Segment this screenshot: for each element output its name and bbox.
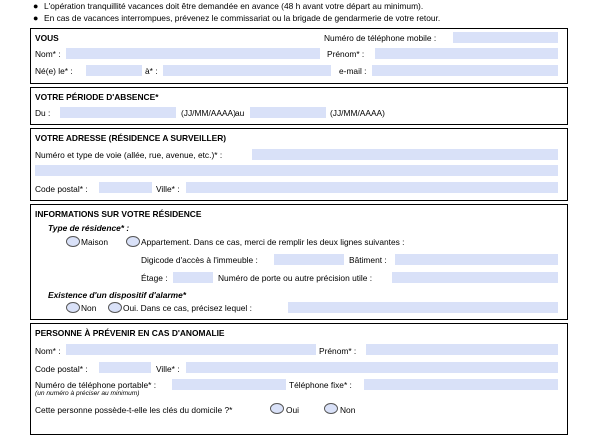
input-digicode[interactable] [274, 254, 344, 265]
radio-maison[interactable] [66, 236, 80, 247]
label-digicode: Digicode d'accès à l'immeuble : [141, 255, 258, 265]
label-alarme-oui: Oui. Dans ce cas, précisez lequel : [123, 303, 252, 313]
input-prenom[interactable] [375, 48, 558, 59]
label-prevenir-code-postal: Code postal* : [35, 364, 88, 374]
label-email: e-mail : [339, 66, 367, 76]
radio-alarme-oui[interactable] [108, 302, 122, 313]
label-cles-non: Non [340, 405, 356, 415]
label-alarme: Existence d'un dispositif d'alarme* [48, 290, 187, 300]
label-prevenir-cles: Cette personne possède-t-elle les clés du domicile ?* [35, 405, 233, 415]
radio-cles-oui[interactable] [270, 403, 284, 414]
label-du: Du : [35, 108, 51, 118]
input-date-naissance[interactable] [86, 65, 142, 76]
label-type-residence: Type de résidence* : [48, 223, 130, 233]
label-prevenir-nom: Nom* : [35, 346, 61, 356]
label-porte: Numéro de porte ou autre précision utile : [218, 273, 373, 283]
label-maison: Maison [81, 237, 108, 247]
label-appartement: Appartement. Dans ce cas, merci de remplir les deux lignes suivantes : [141, 237, 405, 247]
input-prevenir-nom[interactable] [66, 344, 316, 355]
intro-line-1: L'opération tranquillité vacances doit être demandée en avance (48 h avant votre départ au minimum). [44, 1, 424, 11]
section-title-vous: VOUS [35, 33, 59, 43]
section-title-absence: VOTRE PÉRIODE D'ABSENCE* [35, 92, 159, 102]
input-phone-mobile[interactable] [453, 32, 558, 43]
label-au: au [235, 108, 245, 118]
label-date-format-2: (JJ/MM/AAAA) [330, 108, 385, 118]
input-nom[interactable] [66, 48, 320, 59]
input-prevenir-prenom[interactable] [366, 344, 558, 355]
radio-alarme-non[interactable] [66, 302, 80, 313]
label-nom: Nom* : [35, 49, 61, 59]
input-email[interactable] [372, 65, 558, 76]
label-prevenir-fixe: Téléphone fixe* : [289, 380, 352, 390]
section-title-adresse: VOTRE ADRESSE (RÉSIDENCE A SURVEILLER) [35, 133, 227, 143]
label-batiment: Bâtiment : [349, 255, 387, 265]
label-prenom: Prénom* : [327, 49, 365, 59]
input-alarme-precision[interactable] [288, 302, 558, 313]
label-lieu-naissance: à* : [145, 66, 158, 76]
input-prevenir-portable[interactable] [172, 379, 286, 390]
input-prevenir-fixe[interactable] [364, 379, 558, 390]
section-title-residence: INFORMATIONS SUR VOTRE RÉSIDENCE [35, 209, 202, 219]
input-batiment[interactable] [395, 254, 558, 265]
label-code-postal: Code postal* : [35, 184, 88, 194]
note-prevenir-portable: (un numéro à préciser au minimum) [35, 390, 140, 397]
input-date-fin[interactable] [250, 107, 326, 118]
label-cles-oui: Oui [286, 405, 300, 415]
radio-cles-non[interactable] [324, 403, 338, 414]
input-voie[interactable] [252, 149, 558, 160]
label-prevenir-portable: Numéro de téléphone portable* : [35, 380, 157, 390]
label-phone-mobile: Numéro de téléphone mobile : [324, 33, 437, 43]
bullet-2: ● [33, 13, 39, 23]
input-date-debut[interactable] [60, 107, 176, 118]
input-etage[interactable] [173, 272, 213, 283]
label-voie: Numéro et type de voie (allée, rue, avenue, etc.)* : [35, 150, 223, 160]
intro-line-2: En cas de vacances interrompues, prévenez le commissariat ou la brigade de gendarmerie de votre retour. [44, 13, 441, 23]
input-prevenir-code-postal[interactable] [99, 362, 151, 373]
input-code-postal[interactable] [99, 182, 152, 193]
input-voie-ligne-2[interactable] [35, 165, 558, 176]
input-porte[interactable] [392, 272, 558, 283]
label-ville: Ville* : [156, 184, 180, 194]
label-ne-le: Né(e) le* : [35, 66, 73, 76]
input-prevenir-ville[interactable] [186, 362, 558, 373]
label-etage: Étage : [141, 273, 168, 283]
input-lieu-naissance[interactable] [163, 65, 331, 76]
label-alarme-non: Non [81, 303, 97, 313]
input-ville[interactable] [186, 182, 558, 193]
label-prevenir-ville: Ville* : [156, 364, 180, 374]
bullet-1: ● [33, 1, 39, 11]
label-prevenir-prenom: Prénom* : [319, 346, 357, 356]
label-date-format-1: (JJ/MM/AAAA) [181, 108, 236, 118]
radio-appartement[interactable] [126, 236, 140, 247]
section-title-prevenir: PERSONNE À PRÉVENIR EN CAS D'ANOMALIE [35, 328, 225, 338]
